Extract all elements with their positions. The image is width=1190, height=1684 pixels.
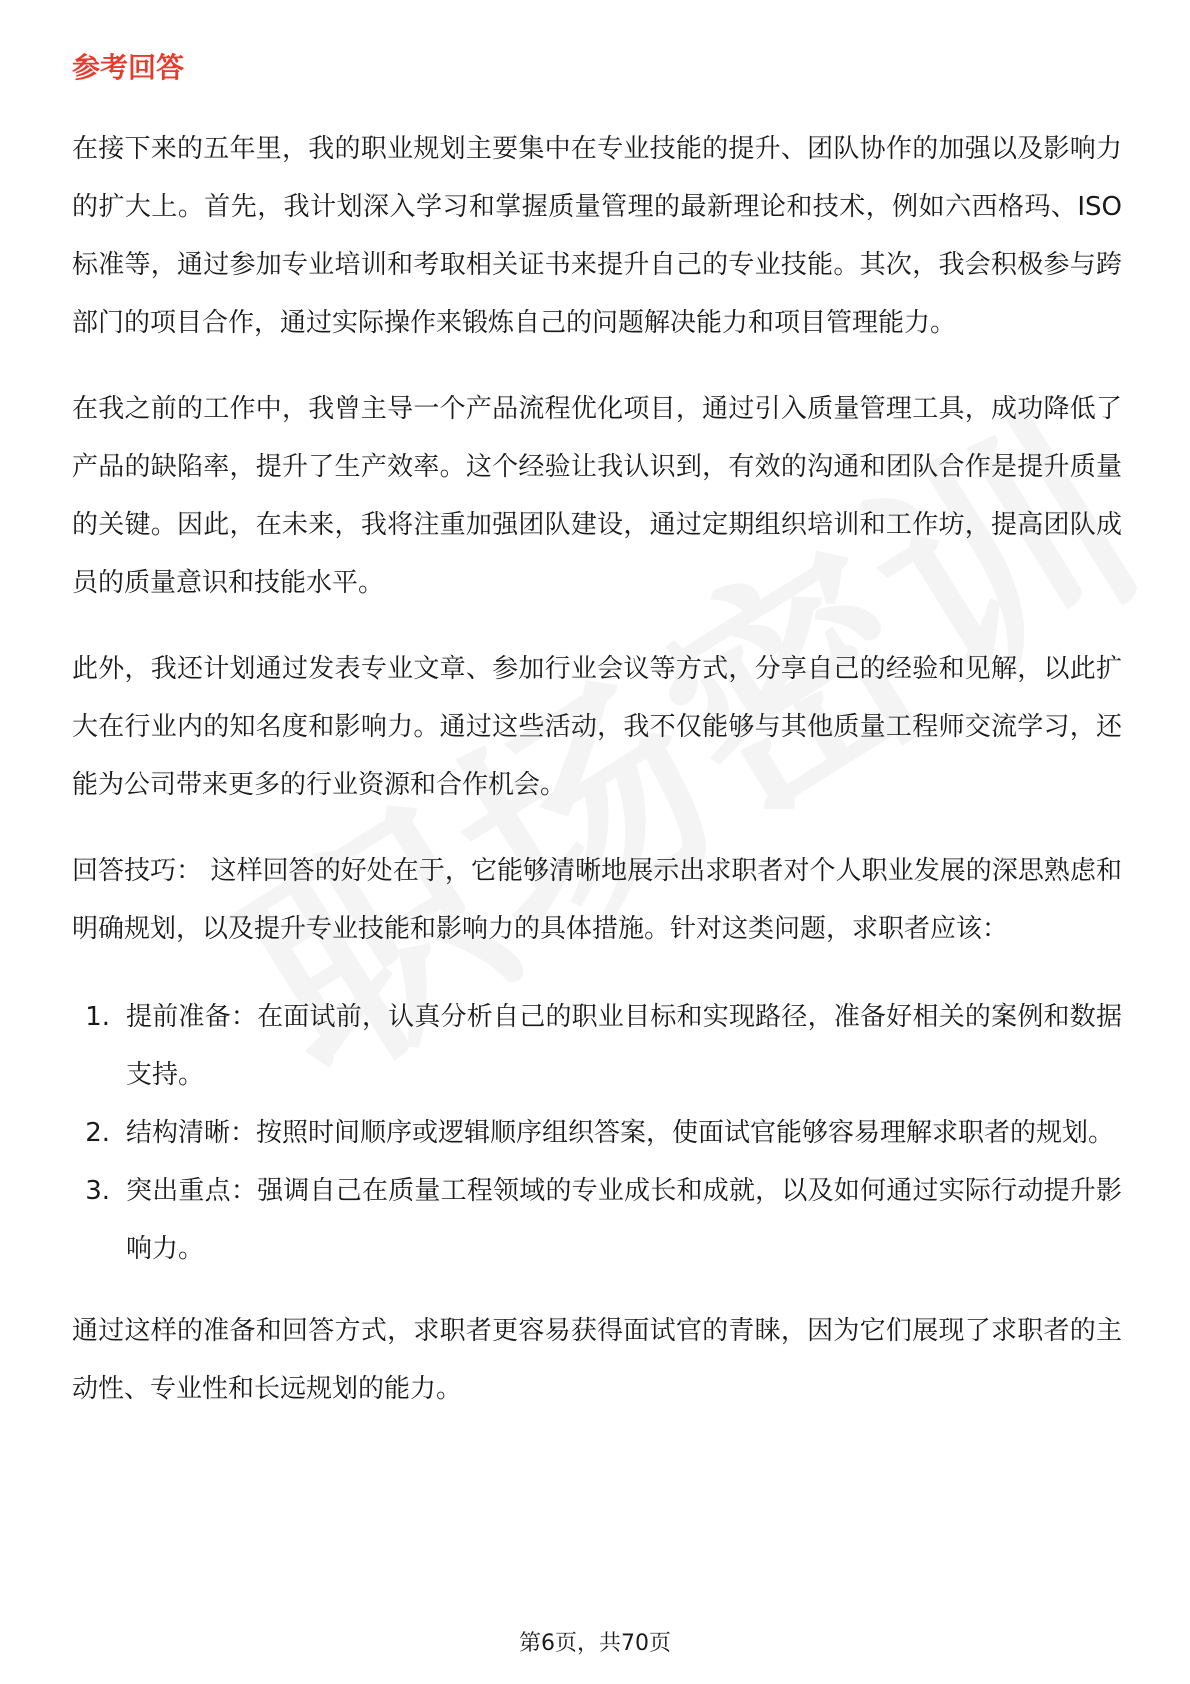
tips-intro: 回答技巧： 这样回答的好处在于，它能够清晰地展示出求职者对个人职业发展的深思熟虑和明确规划，以及提升专业技能和影响力的具体措施。针对这类问题，求职者应该： — [72, 856, 1122, 944]
list-item-text: 结构清晰：按照时间顺序或逻辑顺序组织答案，使面试官能够容易理解求职者的规划。 — [126, 1118, 1115, 1148]
list-item-text: 突出重点：强调自己在质量工程领域的专业成长和成就，以及如何通过实际行动提升影响力。 — [126, 1176, 1122, 1264]
document-body — [72, 46, 1122, 1446]
list-item-text: 提前准备：在面试前，认真分析自己的职业目标和实现路径，准备好相关的案例和数据支持。 — [126, 1002, 1122, 1090]
page-number: 第6页，共70页 — [519, 1631, 671, 1656]
answer-paragraph-1: 在接下来的五年里，我的职业规划主要集中在专业技能的提升、团队协作的加强以及影响力的扩大上。首先，我计划深入学习和掌握质量管理的最新理论和技术，例如六西格玛、ISO标准等，通过参加专业培训和考取相关证书来提升自己的专业技能。其次，我会积极参与跨部门的项目合作，通过实际操作来锻炼自己的问题解决能力和项目管理能力。 — [72, 134, 1122, 338]
list-item-number: 1. — [85, 1002, 110, 1032]
tips-list — [72, 988, 1122, 1278]
list-item-number: 2. — [85, 1118, 110, 1148]
answer-paragraph-2: 在我之前的工作中，我曾主导一个产品流程优化项目，通过引入质量管理工具，成功降低了产品的缺陷率，提升了生产效率。这个经验让我认识到，有效的沟通和团队合作是提升质量的关键。因此，在未来，我将注重加强团队建设，通过定期组织培训和工作坊，提高团队成员的质量意识和技能水平。 — [72, 394, 1122, 598]
answer-paragraph-3: 此外，我还计划通过发表专业文章、参加行业会议等方式，分享自己的经验和见解，以此扩大在行业内的知名度和影响力。通过这些活动，我不仅能够与其他质量工程师交流学习，还能为公司带来更多的行业资源和合作机会。 — [72, 654, 1122, 800]
list-item-number: 3. — [85, 1176, 110, 1206]
list-item — [72, 1162, 1122, 1278]
conclusion-paragraph: 通过这样的准备和回答方式，求职者更容易获得面试官的青睐，因为它们展现了求职者的主动性、专业性和长远规划的能力。 — [72, 1316, 1122, 1404]
section-heading: 参考回答 — [72, 51, 185, 84]
list-item — [72, 988, 1122, 1104]
list-item — [72, 1104, 1122, 1162]
